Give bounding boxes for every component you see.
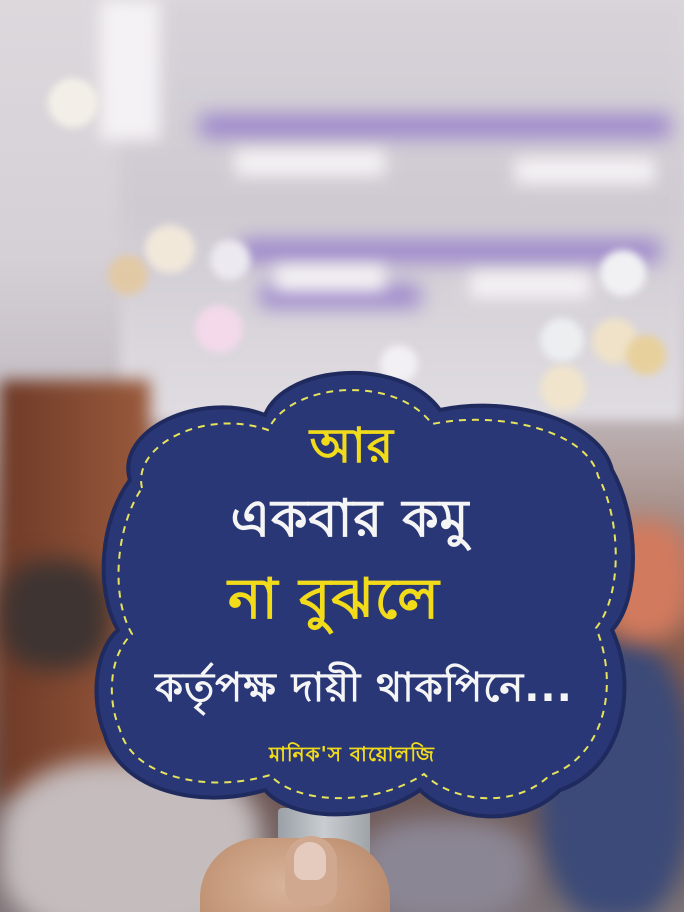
sign-line-3: না বুঝলে [228, 567, 440, 632]
sign-line-1: আর [309, 418, 395, 474]
sign-line-2: একবার কমু [230, 489, 470, 549]
sign-brand: মানিক'স বায়োলজি [269, 742, 435, 766]
sign-line-4: কর্তৃপক্ষ দায়ী থাকপিনে... [155, 665, 573, 711]
